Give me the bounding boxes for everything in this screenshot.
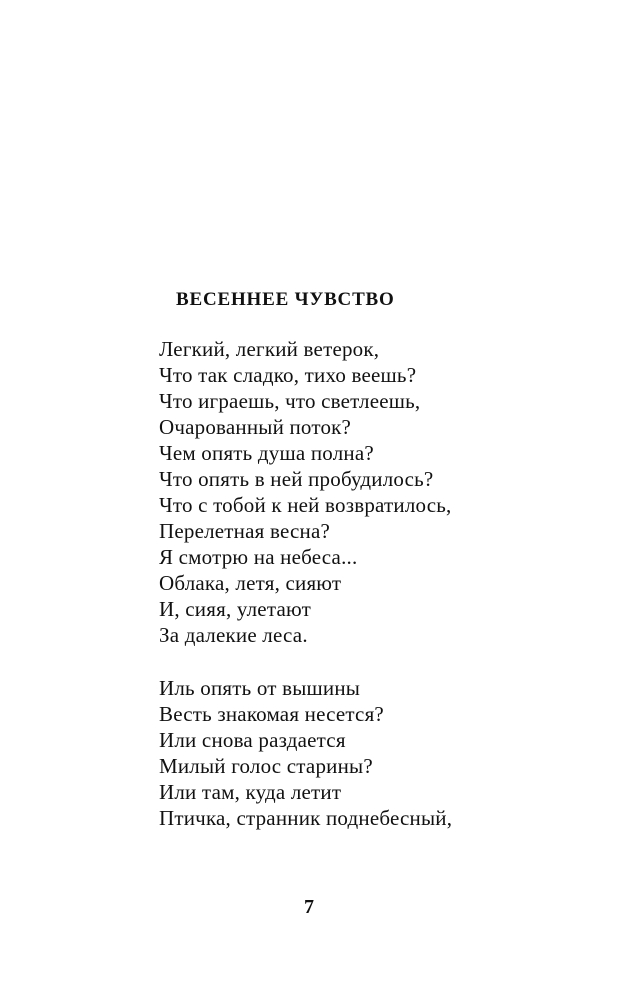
poem-line: Иль опять от вышины: [159, 676, 361, 700]
poem-line: И, сияя, улетают: [159, 597, 311, 621]
poem-line: Очарованный поток?: [159, 415, 352, 439]
poem-line: Чем опять душа полна?: [159, 441, 374, 465]
poem-line: Облака, летя, сияют: [159, 571, 342, 595]
poem-line: Я смотрю на небеса...: [159, 545, 358, 569]
poem-line: Весть знакомая несется?: [159, 702, 384, 726]
poem-line: Что так сладко, тихо веешь?: [159, 363, 417, 387]
poem-line: Или снова раздается: [159, 728, 346, 752]
poem-line: Легкий, легкий ветерок,: [159, 337, 380, 361]
poem-title: ВЕСЕННЕЕ ЧУВСТВО: [176, 289, 395, 310]
poem-line: Птичка, странник поднебесный,: [159, 806, 453, 830]
poem-line: Перелетная весна?: [159, 519, 330, 543]
poem-line: За далекие леса.: [159, 623, 308, 647]
stanza-1: [159, 336, 451, 648]
poem-line: Что опять в ней пробудилось?: [159, 467, 434, 491]
page-number: 7: [304, 896, 314, 918]
poem-line: Что с тобой к ней возвратилось,: [159, 493, 452, 517]
poem-line: Милый голос старины?: [159, 754, 373, 778]
poem-line: Что играешь, что светлеешь,: [159, 389, 421, 413]
stanza-2: [159, 675, 452, 831]
poem-line: Или там, куда летит: [159, 780, 342, 804]
